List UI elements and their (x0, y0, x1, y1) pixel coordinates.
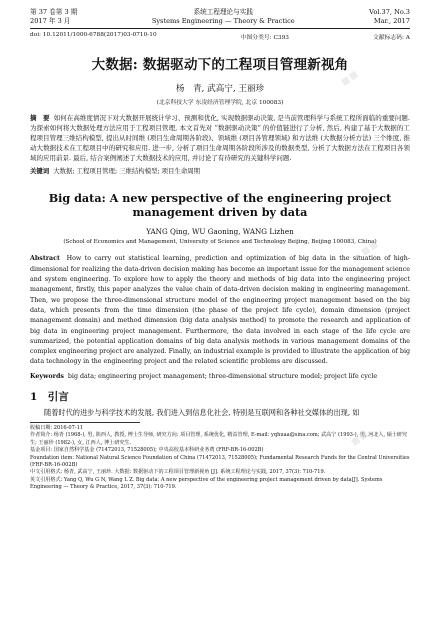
date-en: Mar., 2017 (373, 17, 410, 25)
date-cn: 2017 年 3 月 (30, 17, 71, 25)
authors-cn: 杨 青, 武高宁, 王丽珍 (175, 84, 265, 94)
running-header (30, 8, 410, 26)
volume-issue-cn: 第 37 卷第 3 期 (30, 8, 78, 16)
abstract-en (30, 254, 410, 367)
watermark: ▪▪ (347, 426, 372, 450)
abstract-cn-label: 摘 要 (30, 114, 50, 122)
clc-number: 中图分类号: C393 (240, 35, 289, 41)
header-center (77, 8, 369, 26)
keywords-en-label: Keywords (30, 372, 64, 380)
citation-cn: 中文引用格式: 杨青, 武高宁, 王丽珍. 大数据: 数据驱动下的工程项目管理新视角 [J]. 系统工程理论与实践, 2017, 37(3): 710-719. (30, 469, 326, 476)
journal-name-en: Systems Engineering — Theory & Practice (151, 17, 295, 25)
abstract-en-label: Abstract (30, 255, 60, 263)
abstract-cn-text: 如何在高维度情况下对大数据开展统计学习、预测和优化, 实现数据驱动决策, 是当前管理科学与系统工程所面临的重要问题. 为探索如何将大数据处理方法应用于工程项目管理, 本文首先对 “数据驱动决策” 的价值链进行了分析, 然后, 构建了基于大数据的工程项目管理三维结构模型, 提出从时间维 (项目生命周期各阶段)、领域维 (项目各管理领域) 和方法维 (大数据分析方法) 三个维度, 推动大数据技术在工程项目中的研究和应用. 进一步, 分析了项目生命周期各阶段所涉及的数据类型, 分析了大数据方法在工程项目各领域的应用前景. 最后, 结合案例阐述了大数据技术的应用, 并讨论了有待研究的关键科学问题. (30, 114, 410, 163)
article-meta (30, 32, 410, 41)
keywords-en (30, 372, 410, 382)
fund-en: Foundation item: National Natural Science Foundation of China (71472013, 71528005); Fundamental Research Funds for the Central Universities (FRF-BR-16-002B) (30, 454, 410, 469)
author-info: 作者简介: 杨青 (1968-), 男, 陕西人, 教授, 博士生导师, 研究方向: 项目管理, 系统优化, 精益管理, E-mail: yqhuaa@sina.com; 武高宁 (1993-), 男, 河北人, 硕士研究生; 王丽珍 (1982-), 女, 江西人, 博士研究生. (30, 432, 408, 446)
doi: doi: 10.12011/1000-6788(2017)03-0710-10 (30, 32, 157, 38)
intro-first-line: 随着时代的进步与科学技术的发展, 我们进入到信息化社会, 特别是互联网和各种社交媒体的出现, 如 (44, 408, 360, 418)
abstract-cn (30, 113, 410, 163)
keywords-cn (30, 166, 410, 175)
watermark: ▪▪ (337, 66, 362, 90)
journal-name-cn: 系统工程理论与实践 (193, 8, 253, 16)
title-cn: 大数据: 数据驱动下的工程项目管理新视角 (91, 57, 349, 73)
abstract-en-text: How to carry out statistical learning, prediction and optimization of big data in the situation of high-dimensional for realizing the data-driven decision making has become an important issue for the management science and system engineering. To explore how to apply the theory and methods of big data into the engineering project management, firstly, this paper analyzes the value chain of data-driven decision making in engineering management. Then, we propose the three-dimensional structure model of the engineering project management based on the big data, which presents from the time dimension (the phase of the project life cycle), domain dimension (project management domain) and method dimension (big data analysis method) to promote the research and application of big data in engineering project management. Furthermore, the data involved in each stage of the life cycle are summarized, the potential application domains of big data analysis methods in various management domains of the complex engineering project are analyzed. Finally, an industrial example is provided to illustrate the application of big data technology in the engineering project and the related scientific problems are discussed. (30, 255, 410, 366)
document-code: 文献标志码: A (373, 35, 410, 41)
volume-issue-en: Vol.37, No.3 (369, 8, 410, 16)
keywords-cn-label: 关键词 (30, 167, 50, 176)
affiliation-cn: (北京科技大学 东凌经济管理学院, 北京 100083) (156, 100, 284, 106)
keywords-cn-text: 大数据; 工程项目管理; 三维结构模型; 项目生命周期 (53, 167, 201, 176)
fund-cn: 基金项目: 国家自然科学基金 (71472013, 71528005); 中央高校基本科研业务费 (FRF-BR-16-002B) (30, 447, 264, 454)
authors-en: YANG Qing, WU Gaoning, WANG Lizhen (146, 227, 294, 237)
watermark: ▪▪ (357, 236, 382, 260)
section-heading-intro: 1 引言 (30, 391, 69, 404)
affiliation-en: (School of Economics and Management, University of Science and Technology Beijing, Beijing 100083, China) (63, 239, 377, 246)
header-rule (30, 28, 410, 29)
keywords-en-text: big data; engineering project management; three-dimensional structure model; project life cycle (67, 372, 378, 380)
header-right (369, 8, 410, 26)
header-left (30, 8, 77, 26)
citation-en: 英文引用格式: Yang Q, Wu G N, Wang L Z. Big data: A new perspective of the engineering project management driven by data[J]. Systems Engineering — Theory & Practice, 2017, 37(3): 710-719. (30, 476, 383, 491)
footnote-rule (30, 422, 140, 423)
title-en: Big data: A new perspective of the engineering project management driven by data (48, 191, 392, 220)
received-date: 收稿日期: 2016-07-11 (30, 425, 84, 432)
